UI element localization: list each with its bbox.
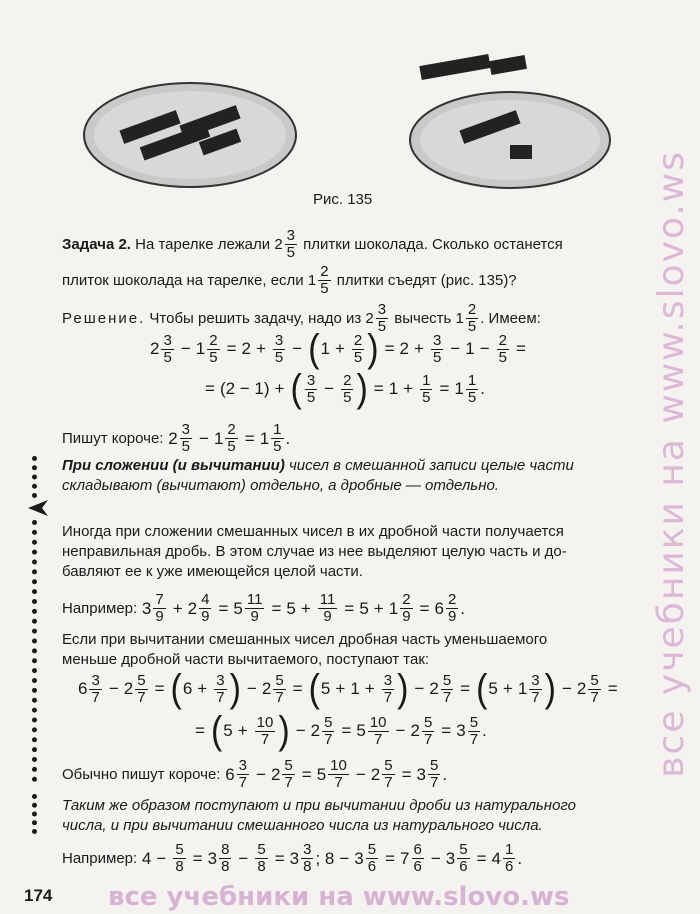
task-label: Задача 2. (62, 235, 131, 253)
rule1-marker (32, 456, 42, 498)
solution-label: Решение. (62, 309, 146, 327)
rule4-marker (32, 794, 42, 834)
shorter2-line: Обычно пишут короче: 6 $\frac{3}{7}$ − 2 $\frac{5}{7}$ = 5 $\frac{10}{7}$ − 2 $\frac{5}{7}$ = 3 $\frac{5}{7}$ . (62, 757, 448, 791)
watermark-vertical: все учебники на www.slovo.ws (651, 150, 692, 778)
rule2-line-1: Иногда при сложении смешанных чисел в их дробной части получается (62, 523, 564, 540)
solution-text-a: Чтобы решить задачу, надо из (149, 309, 362, 327)
rule3-line-1: Если при вычитании смешанных чисел дробная часть уменьшаемого (62, 631, 548, 648)
rule1-line-1: При сложении (и вычитании) чисел в смешанной записи целые части (62, 457, 574, 474)
example1-label: Например: (62, 599, 138, 617)
rule2-line-3: бавляют ее к уже имеющейся целой части. (62, 563, 363, 580)
rule3-line-2: меньше дробной части вычитаемого, поступают так: (62, 651, 430, 668)
equation-3: 6 $\frac{3}{7}$ − 2 $\frac{5}{7}$ = ( 6 + $\frac{3}{7}$ ) − 2 $\frac{5}{7}$ = ( 5 + 1 + $\frac{3}{7}$ ) − 2 $\frac{5}{7}$ = ( 5 + 1 $\frac{3}{7}$ ) − 2 $\frac{5}{7}$ = (78, 667, 618, 711)
rule4-line-1: Таким же образом поступают и при вычитании дроби из натурального (62, 797, 576, 814)
rule1-line-2: складывают (вычитают) отдельно, а дробные — отдельно. (62, 477, 499, 494)
rule2-marker (32, 520, 42, 782)
solution-text-b: вычесть (394, 309, 452, 327)
rule2-line-2: неправильная дробь. В этом случае из нее выделяют целую часть и до- (62, 543, 567, 560)
task-text-2a: плиток шоколада на тарелке, если (62, 271, 304, 289)
task-text-2b: плитки съедят (рис. 135)? (336, 271, 517, 289)
task-text-1b: плитки шоколада. Сколько останется (303, 235, 563, 253)
example2-label: Например: (62, 849, 138, 867)
shorter2-label: Обычно пишут короче: (62, 765, 221, 783)
equation-4: = ( 5 + $\frac{10}{7}$ ) − 2 $\frac{5}{7}$ = 5 $\frac{10}{7}$ − 2 $\frac{5}{7}$ = 3 $\frac{5}{7}$ . (195, 709, 487, 753)
shorter-label: Пишут короче: (62, 429, 164, 447)
plate-right (410, 54, 610, 188)
task-line-1: Задача 2. На тарелке лежали 2 $\frac{3}{5}$ плитки шоколада. Сколько останется (62, 227, 563, 261)
task-text-1a: На тарелке лежали (135, 235, 271, 253)
arrow-marker-icon (26, 498, 50, 518)
figure-caption: Рис. 135 (313, 191, 373, 208)
shorter-line: Пишут короче: 2 $\frac{3}{5}$ − 1 $\frac{2}{5}$ = 1 $\frac{1}{5}$ . (62, 421, 291, 455)
example2-line: Например: 4 − $\frac{5}{8}$ = 3 $\frac{8}{8}$ − $\frac{5}{8}$ = 3 $\frac{3}{8}$ ; 8 − 3 $\frac{5}{6}$ = 7 $\frac{6}{6}$ − 3 $\frac{5}{6}$ = 4 $\frac{1}{6}$ . (62, 841, 523, 875)
solution-line: Решение. Чтобы решить задачу, надо из 2 $\frac{3}{5}$ вычесть 1 $\frac{2}{5}$ . Имеем: (62, 301, 541, 335)
example1-line: Например: 3 $\frac{7}{9}$ + 2 $\frac{4}{9}$ = 5 $\frac{11}{9}$ = 5 + $\frac{11}{9}$ = 5 + 1 $\frac{2}{9}$ = 6 $\frac{2}{9}$ . (62, 591, 466, 625)
equation-1: 2 $\frac{3}{5}$ − 1 $\frac{2}{5}$ = 2 + $\frac{3}{5}$ − ( 1 + $\frac{2}{5}$ ) = 2 + $\frac{3}{5}$ − 1 − $\frac{2}{5}$ = (150, 327, 526, 371)
chocolate-plates-illustration (80, 30, 620, 195)
equation-2: = (2 − 1) + ( $\frac{3}{5}$ − $\frac{2}{5}$ ) = 1 + $\frac{1}{5}$ = 1 $\frac{1}{5}$ . (205, 367, 485, 411)
solution-text-c: . Имеем: (480, 309, 541, 327)
watermark-bottom: все учебники на www.slovo.ws (108, 882, 570, 912)
page-number: 174 (24, 886, 53, 905)
plate-left (84, 83, 296, 187)
rule4-line-2: числа, и при вычитании смешанного числа из натурального числа. (62, 817, 543, 834)
task-line-2: плиток шоколада на тарелке, если 1 $\frac{2}{5}$ плитки съедят (рис. 135)? (62, 263, 517, 297)
